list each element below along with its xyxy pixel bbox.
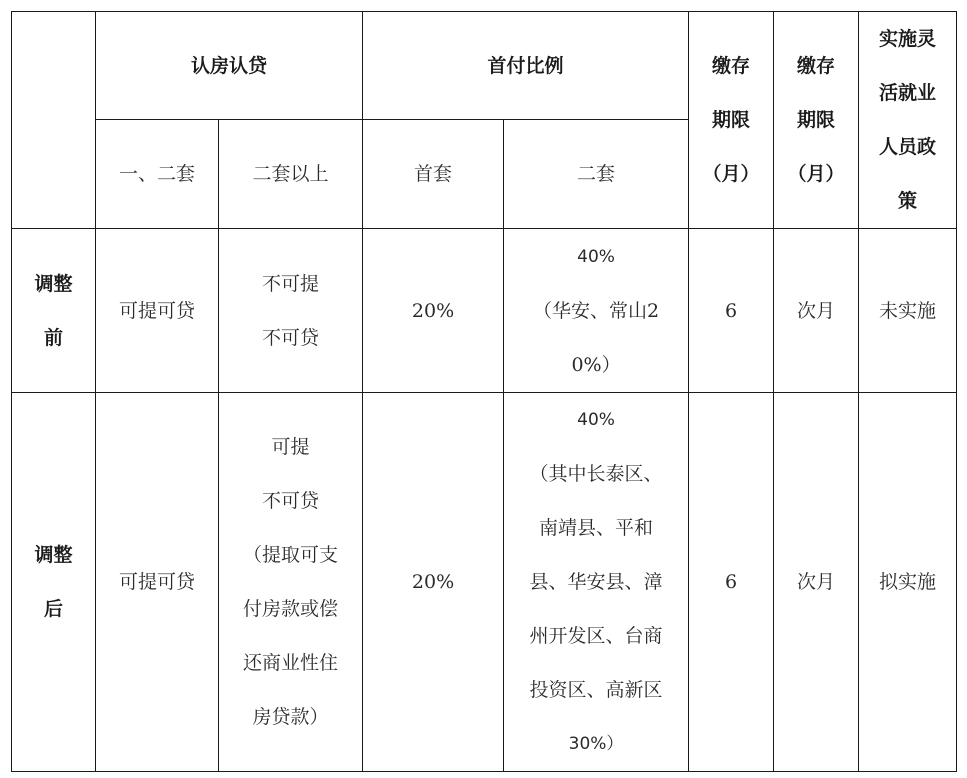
header-deposit-period-2-line: （月）	[787, 163, 845, 185]
cell-one-two-sets: 可提可贷	[96, 229, 219, 393]
cell-deposit-period-2: 次月	[774, 393, 859, 772]
header-first-set: 首套	[363, 120, 504, 229]
header-deposit-period-2	[774, 12, 859, 229]
cell-line: 0%）	[571, 353, 621, 376]
cell-above-two-sets	[219, 229, 363, 393]
cell-line: 40%	[577, 246, 615, 267]
cell-line: 40%	[577, 410, 615, 430]
cell-line: （华安、常山2	[532, 299, 660, 322]
header-flexible-policy-line: 策	[898, 190, 918, 212]
header-flexible-policy-line: 实施灵	[879, 28, 937, 50]
header-deposit-period-2-line: 期限	[797, 109, 836, 131]
cell-line: 不可提	[262, 272, 320, 295]
row-label-line: 前	[43, 326, 63, 349]
cell-deposit-period-1: 6	[689, 229, 774, 393]
cell-line: 不可贷	[262, 490, 320, 512]
cell-line: 房贷款）	[252, 706, 329, 728]
header-deposit-period-1	[689, 12, 774, 229]
header-row-1	[12, 12, 957, 120]
cell-line: 南靖县、平和	[539, 517, 654, 539]
cell-line: 州开发区、台商	[529, 625, 663, 647]
cell-deposit-period-1: 6	[689, 393, 774, 772]
cell-line: 付房款或偿	[243, 598, 339, 620]
corner-cell	[12, 12, 96, 229]
header-downpayment: 首付比例	[363, 12, 689, 120]
table-row	[12, 229, 957, 393]
cell-line: （提取可支	[243, 544, 339, 566]
row-label-line: 调整	[34, 272, 73, 295]
cell-line: 投资区、高新区	[529, 679, 663, 701]
row-label-line: 后	[43, 598, 63, 620]
header-flexible-policy-line: 活就业	[879, 82, 937, 104]
policy-table	[11, 11, 957, 772]
cell-first-set: 20%	[363, 229, 504, 393]
header-above-two-sets: 二套以上	[219, 120, 363, 229]
row-label	[12, 229, 96, 393]
header-deposit-period-1-line: 缴存	[712, 55, 751, 77]
cell-line: 还商业性住	[243, 652, 339, 674]
cell-line: 30%）	[568, 734, 624, 754]
cell-above-two-sets	[219, 393, 363, 772]
header-deposit-period-1-line: 期限	[712, 109, 751, 131]
cell-flexible-policy: 未实施	[859, 229, 957, 393]
header-deposit-period-2-line: 缴存	[797, 55, 836, 77]
header-second-set: 二套	[504, 120, 689, 229]
row-label-line: 调整	[34, 544, 73, 566]
header-flexible-policy	[859, 12, 957, 229]
cell-second-set	[504, 393, 689, 772]
table-row	[12, 393, 957, 772]
header-deposit-period-1-line: （月）	[702, 163, 760, 185]
cell-flexible-policy: 拟实施	[859, 393, 957, 772]
header-one-two-sets: 一、二套	[96, 120, 219, 229]
cell-first-set: 20%	[363, 393, 504, 772]
header-flexible-policy-line: 人员政	[879, 136, 937, 158]
header-recognition: 认房认贷	[96, 12, 363, 120]
cell-one-two-sets: 可提可贷	[96, 393, 219, 772]
cell-line: （其中长泰区、	[529, 463, 663, 485]
cell-line: 不可贷	[262, 326, 320, 349]
cell-line: 可提	[271, 436, 310, 458]
cell-deposit-period-2: 次月	[774, 229, 859, 393]
row-label	[12, 393, 96, 772]
cell-second-set	[504, 229, 689, 393]
cell-line: 县、华安县、漳	[529, 571, 663, 593]
